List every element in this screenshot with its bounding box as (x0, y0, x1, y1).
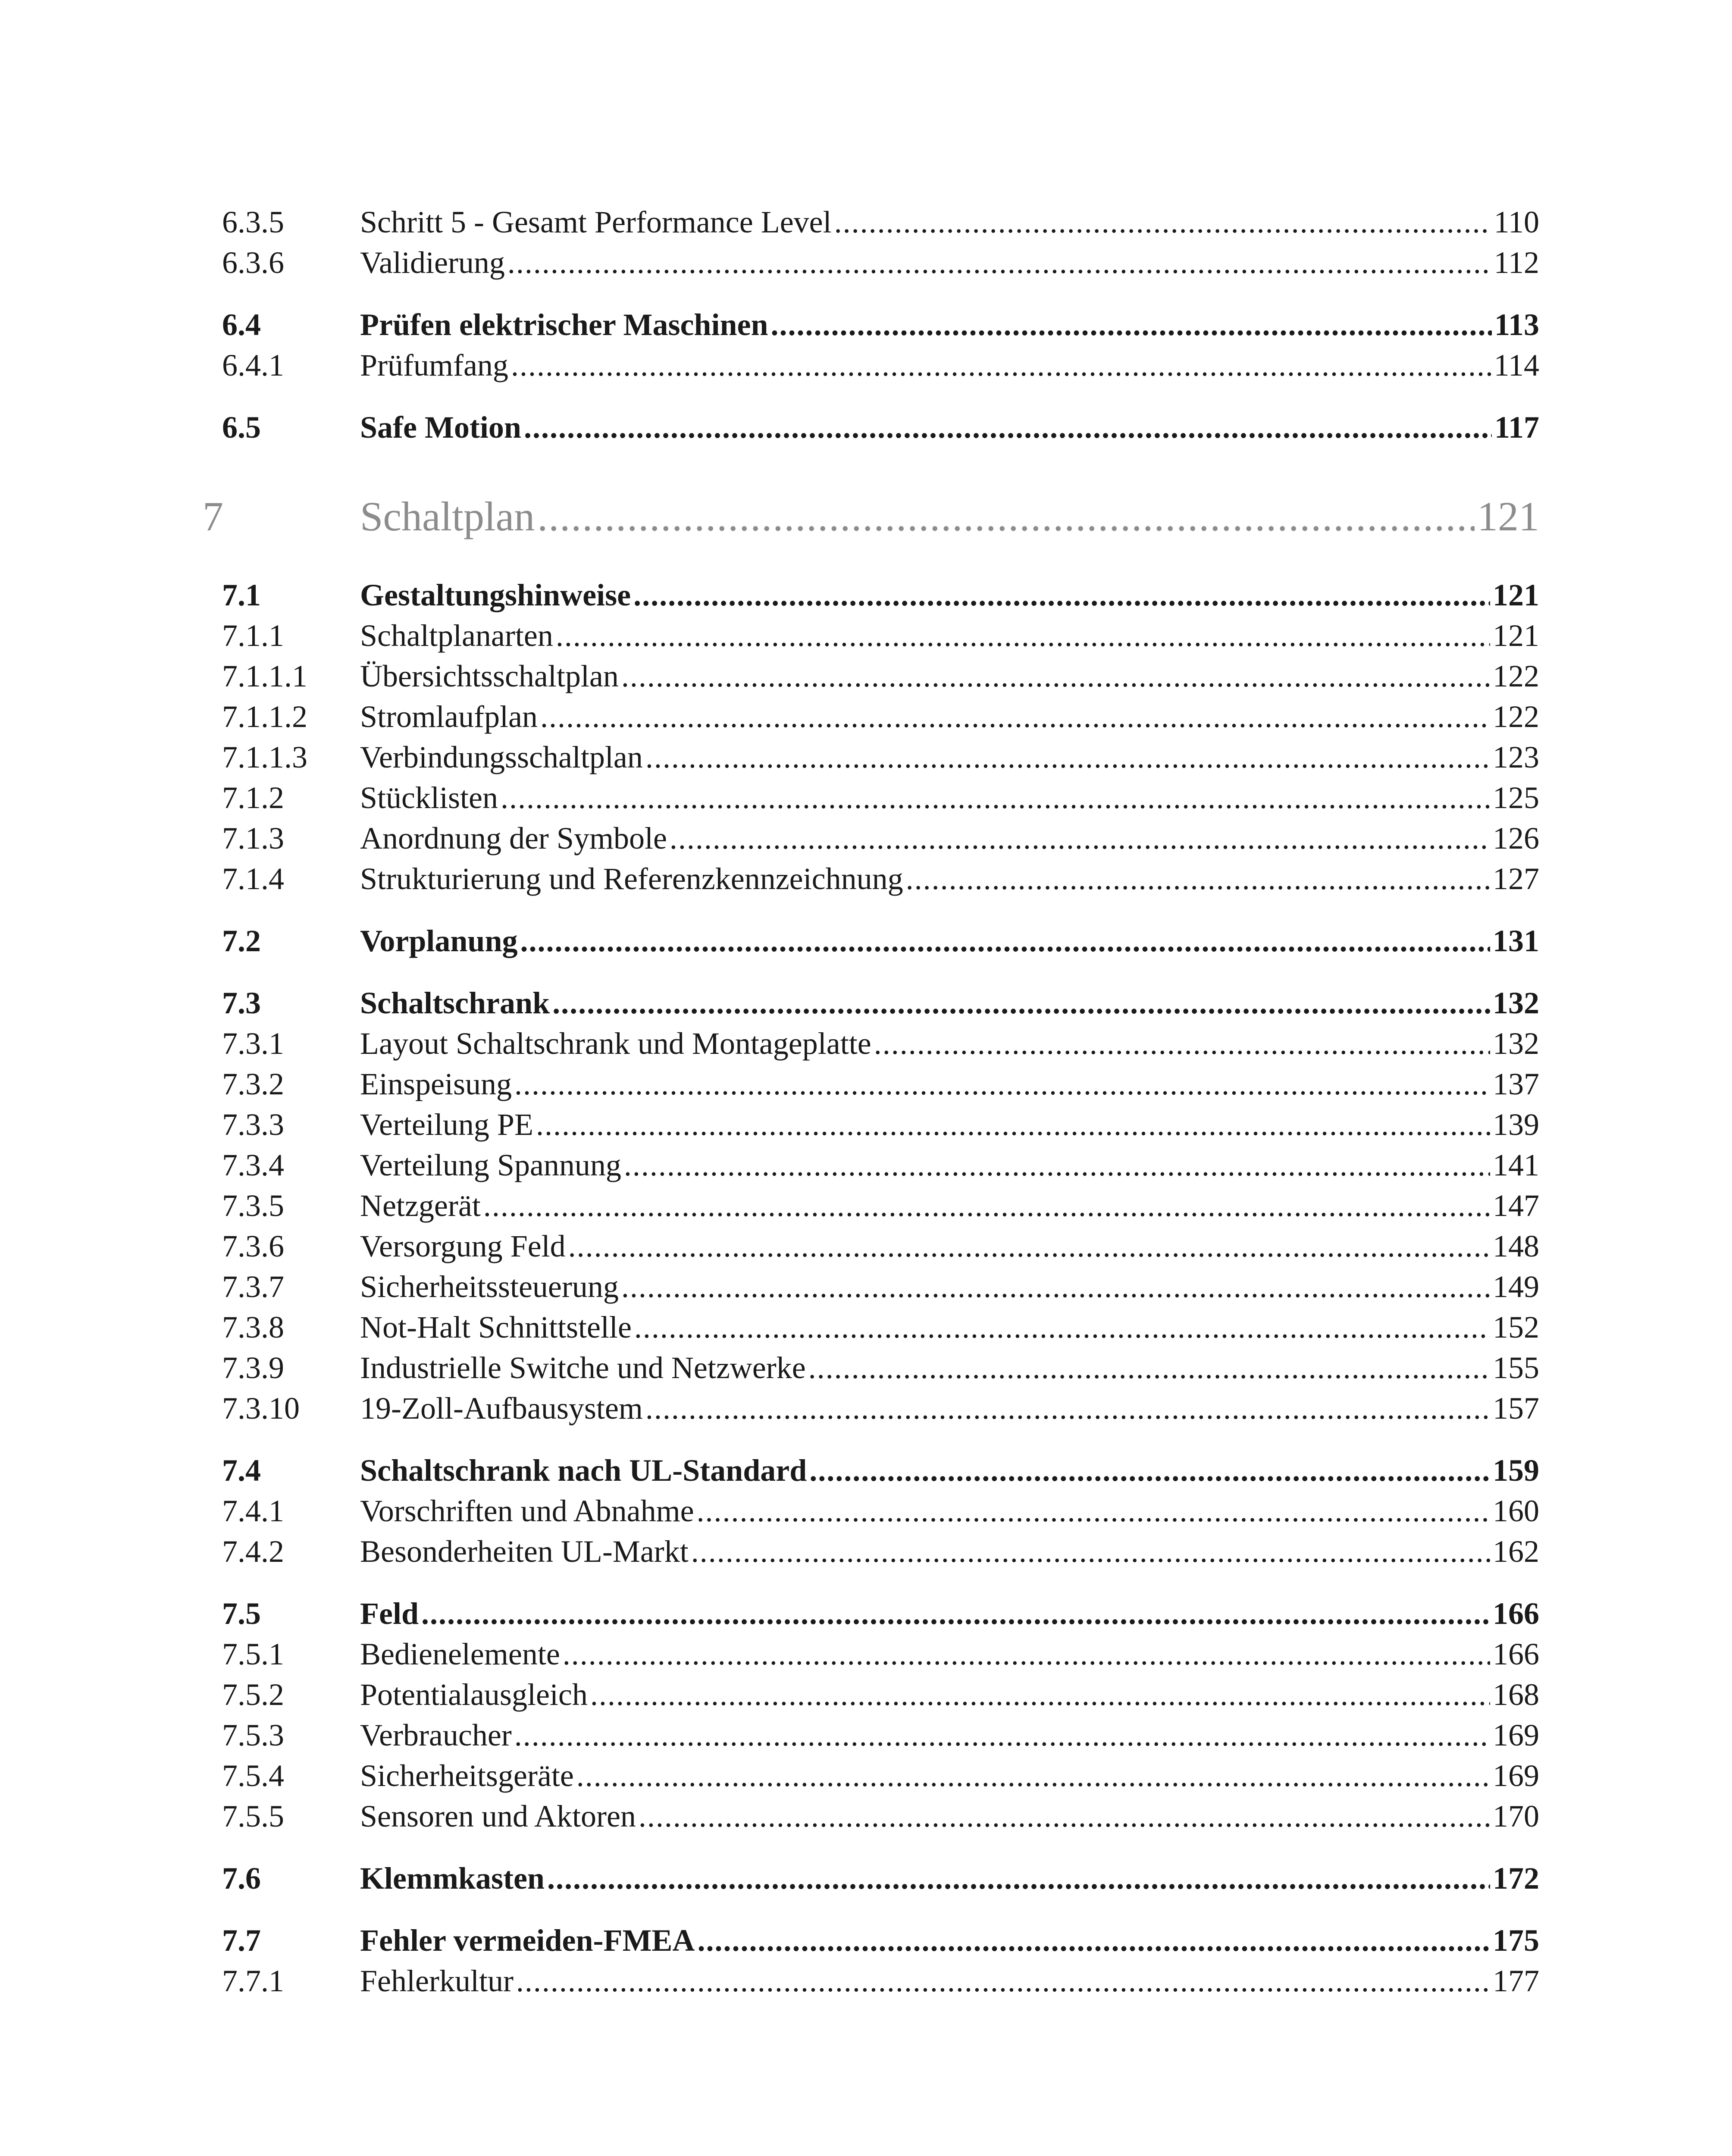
toc-entry-title: Schaltplan (360, 493, 535, 539)
toc-entry-title-line (360, 304, 1539, 345)
toc-entry-number: 7.3.7 (222, 1269, 284, 1304)
toc-page-number: 141 (1493, 1148, 1539, 1182)
toc-dot-leader (563, 1634, 1490, 1674)
toc-subsection-entry[interactable] (203, 818, 1539, 859)
toc-section-entry[interactable] (203, 1450, 1539, 1491)
toc-page-number: 139 (1493, 1107, 1539, 1142)
toc-entry-number: 7.1.1.1 (222, 659, 307, 693)
toc-page-number: 126 (1493, 821, 1539, 856)
toc-dot-leader (514, 1715, 1490, 1755)
toc-page-number: 114 (1494, 348, 1539, 382)
toc-entry-title-line (360, 489, 1539, 545)
toc-entry-title: Sicherheitssteuerung (360, 1269, 619, 1304)
toc-entry-number: 7.5.2 (222, 1677, 284, 1712)
toc-entry-number: 6.4.1 (222, 348, 284, 382)
toc-entry-title: Stücklisten (360, 780, 498, 815)
toc-dot-leader (808, 1348, 1490, 1388)
toc-entry-title-line (360, 1531, 1539, 1572)
toc-entry-number: 7.5.4 (222, 1758, 284, 1793)
toc-entry-number: 7.1.2 (222, 780, 284, 815)
toc-entry-title: Verbraucher (360, 1718, 512, 1752)
toc-dot-leader (540, 696, 1490, 737)
toc-subsection-entry[interactable] (203, 1961, 1539, 2001)
toc-section-entry[interactable] (203, 575, 1539, 615)
toc-page-number: 166 (1493, 1596, 1539, 1631)
toc-entry-number: 7.1.3 (222, 821, 284, 856)
toc-page-number: 166 (1493, 1637, 1539, 1671)
toc-entry-title-line (360, 1145, 1539, 1185)
toc-entry-title: Validierung (360, 245, 505, 280)
toc-entry-title: Fehler vermeiden-FMEA (360, 1923, 695, 1958)
toc-page-number: 122 (1493, 699, 1539, 734)
toc-entry-title-line (360, 202, 1539, 242)
toc-entry-number: 7.5 (222, 1596, 261, 1631)
toc-entry-title: Schaltschrank nach UL-Standard (360, 1453, 807, 1488)
toc-entry-title-line (360, 1388, 1539, 1429)
toc-subsection-entry[interactable] (203, 1531, 1539, 1572)
toc-entry-number: 7.7.1 (222, 1964, 284, 1998)
toc-entry-number: 7.3.2 (222, 1067, 284, 1101)
toc-entry-title: Feld (360, 1596, 419, 1631)
toc-entry-number: 7.3.4 (222, 1148, 284, 1182)
toc-page-number: 155 (1493, 1351, 1539, 1385)
toc-entry-title: Schaltplanarten (360, 618, 553, 653)
toc-subsection-entry[interactable] (203, 859, 1539, 899)
toc-entry-number: 7.3.8 (222, 1310, 284, 1344)
toc-page-number: 160 (1493, 1494, 1539, 1528)
toc-entry-title-line (360, 1307, 1539, 1348)
toc-entry-number: 7.1.4 (222, 862, 284, 896)
toc-entry-title: Schritt 5 - Gesamt Performance Level (360, 205, 832, 239)
toc-page-number: 113 (1494, 307, 1539, 342)
toc-entry-title-line (360, 1674, 1539, 1715)
toc-entry-number: 6.3.5 (222, 205, 284, 239)
toc-entry-number: 7 (203, 493, 223, 539)
toc-page-number: 121 (1477, 493, 1539, 539)
toc-entry-title: Besonderheiten UL-Markt (360, 1534, 689, 1569)
toc-subsection-entry[interactable] (203, 1674, 1539, 1715)
toc-entry-number: 7.5.3 (222, 1718, 284, 1752)
toc-subsection-entry[interactable] (203, 656, 1539, 696)
toc-entry-title-line (360, 737, 1539, 777)
toc-page-number: 132 (1493, 986, 1539, 1020)
toc-page-number: 112 (1494, 245, 1539, 280)
toc-entry-title: Verteilung PE (360, 1107, 533, 1142)
toc-entry-title: Sensoren und Aktoren (360, 1799, 636, 1833)
toc-page-number: 177 (1493, 1964, 1539, 1998)
toc-entry-title-line (360, 983, 1539, 1023)
toc-entry-number: 6.4 (222, 307, 261, 342)
toc-entry-title: Vorschriften und Abnahme (360, 1494, 694, 1528)
toc-entry-title: Potentialausgleich (360, 1677, 588, 1712)
toc-entry-title-line (360, 242, 1539, 283)
toc-entry-title-line (360, 1450, 1539, 1491)
toc-dot-leader (590, 1674, 1490, 1715)
toc-entry-title: Strukturierung und Referenzkennzeichnung (360, 862, 903, 896)
toc-entry-number: 7.6 (222, 1861, 261, 1896)
toc-entry-title-line (360, 1634, 1539, 1674)
toc-entry-title: Bedienelemente (360, 1637, 560, 1671)
toc-entry-title: Verbindungsschaltplan (360, 740, 643, 774)
toc-subsection-entry[interactable] (203, 615, 1539, 656)
toc-dot-leader (874, 1023, 1490, 1064)
toc-entry-title-line (360, 1226, 1539, 1266)
toc-entry-title-line (360, 859, 1539, 899)
toc-entry-title: Layout Schaltschrank und Montageplatte (360, 1026, 871, 1061)
toc-page-number: 110 (1494, 205, 1539, 239)
toc-subsection-entry[interactable] (203, 345, 1539, 385)
toc-entry-title: Not-Halt Schnittstelle (360, 1310, 632, 1344)
toc-page-number: 168 (1493, 1677, 1539, 1712)
toc-entry-number: 7.3.9 (222, 1351, 284, 1385)
toc-entry-title-line (360, 407, 1539, 448)
toc-dot-leader (507, 242, 1491, 283)
toc-dot-leader (809, 1450, 1490, 1491)
toc-entry-number: 7.4.1 (222, 1494, 284, 1528)
toc-entry-title-line (360, 1104, 1539, 1145)
toc-entry-title: Anordnung der Symbole (360, 821, 667, 856)
toc-page-number: 162 (1493, 1534, 1539, 1569)
toc-page-number: 131 (1493, 924, 1539, 958)
toc-section-entry[interactable] (203, 1593, 1539, 1634)
toc-page-number: 175 (1493, 1923, 1539, 1958)
toc-subsection-entry[interactable] (203, 1185, 1539, 1226)
toc-section-entry[interactable] (203, 1920, 1539, 1961)
toc-dot-leader (483, 1185, 1490, 1226)
toc-page-number: 122 (1493, 659, 1539, 693)
toc-subsection-entry[interactable] (203, 1388, 1539, 1429)
toc-entry-title: Netzgerät (360, 1188, 481, 1223)
table-of-contents (203, 202, 1539, 2001)
toc-entry-title-line (360, 777, 1539, 818)
toc-entry-title-line (360, 1266, 1539, 1307)
toc-dot-leader (547, 1858, 1490, 1899)
toc-subsection-entry[interactable] (203, 1715, 1539, 1755)
toc-subsection-entry[interactable] (203, 1145, 1539, 1185)
toc-entry-title-line (360, 696, 1539, 737)
toc-entry-title: Versorgung Feld (360, 1229, 566, 1263)
toc-subsection-entry[interactable] (203, 1104, 1539, 1145)
toc-entry-number: 7.2 (222, 924, 261, 958)
toc-entry-title: Stromlaufplan (360, 699, 538, 734)
toc-page-number: 127 (1493, 862, 1539, 896)
toc-dot-leader (524, 407, 1492, 448)
toc-dot-leader (645, 737, 1490, 777)
toc-page-number: 125 (1493, 780, 1539, 815)
toc-page-number: 137 (1493, 1067, 1539, 1101)
toc-section-entry[interactable] (203, 983, 1539, 1023)
toc-page-number: 121 (1493, 578, 1539, 612)
toc-subsection-entry[interactable] (203, 1348, 1539, 1388)
toc-subsection-entry[interactable] (203, 777, 1539, 818)
toc-subsection-entry[interactable] (203, 737, 1539, 777)
toc-entry-title: Fehlerkultur (360, 1964, 514, 1998)
toc-section-entry[interactable] (203, 1858, 1539, 1899)
toc-entry-number: 7.4.2 (222, 1534, 284, 1569)
toc-entry-number: 7.4 (222, 1453, 261, 1488)
toc-entry-title-line (360, 921, 1539, 961)
toc-dot-leader (621, 1266, 1490, 1307)
toc-dot-leader (621, 656, 1490, 696)
toc-entry-number: 6.5 (222, 410, 261, 445)
toc-entry-title: Schaltschrank (360, 986, 550, 1020)
toc-entry-title-line (360, 1796, 1539, 1836)
toc-page-number: 157 (1493, 1391, 1539, 1426)
toc-entry-title-line (360, 1348, 1539, 1388)
toc-entry-number: 6.3.6 (222, 245, 284, 280)
toc-section-entry[interactable] (203, 304, 1539, 345)
toc-subsection-entry[interactable] (203, 1023, 1539, 1064)
toc-entry-number: 7.3.1 (222, 1026, 284, 1061)
toc-page-number: 152 (1493, 1310, 1539, 1344)
toc-section-entry[interactable] (203, 407, 1539, 448)
toc-entry-number: 7.1 (222, 578, 261, 612)
toc-page-number: 121 (1493, 618, 1539, 653)
toc-entry-number: 7.3.6 (222, 1229, 284, 1263)
toc-dot-leader (634, 1307, 1490, 1348)
toc-dot-leader (520, 921, 1490, 961)
toc-subsection-entry[interactable] (203, 1064, 1539, 1104)
toc-entry-title-line (360, 656, 1539, 696)
toc-subsection-entry[interactable] (203, 1491, 1539, 1531)
toc-entry-title: Verteilung Spannung (360, 1148, 621, 1182)
toc-entry-title-line (360, 345, 1539, 385)
toc-dot-leader (639, 1796, 1490, 1836)
toc-page-number: 159 (1493, 1453, 1539, 1488)
toc-entry-title: Übersichtsschaltplan (360, 659, 619, 693)
toc-page-number: 148 (1493, 1229, 1539, 1263)
toc-entry-title-line (360, 615, 1539, 656)
toc-subsection-entry[interactable] (203, 1307, 1539, 1348)
toc-dot-leader (537, 489, 1475, 545)
toc-subsection-entry[interactable] (203, 1634, 1539, 1674)
toc-entry-title: 19-Zoll-Aufbausystem (360, 1391, 643, 1426)
toc-dot-leader (624, 1145, 1490, 1185)
toc-dot-leader (906, 859, 1490, 899)
toc-dot-leader (576, 1755, 1490, 1796)
toc-entry-title-line (360, 1593, 1539, 1634)
toc-entry-number: 7.3.3 (222, 1107, 284, 1142)
toc-dot-leader (514, 1064, 1490, 1104)
toc-dot-leader (511, 345, 1491, 385)
toc-entry-title-line (360, 1755, 1539, 1796)
toc-entry-title: Einspeisung (360, 1067, 512, 1101)
toc-dot-leader (501, 777, 1490, 818)
toc-entry-title-line (360, 1491, 1539, 1531)
toc-dot-leader (771, 304, 1492, 345)
toc-entry-title: Safe Motion (360, 410, 521, 445)
toc-dot-leader (645, 1388, 1490, 1429)
toc-subsection-entry[interactable] (203, 202, 1539, 242)
toc-dot-leader (697, 1920, 1490, 1961)
toc-chapter-entry[interactable] (203, 489, 1539, 545)
toc-entry-title: Industrielle Switche und Netzwerke (360, 1351, 806, 1385)
toc-page-number: 169 (1493, 1758, 1539, 1793)
toc-entry-title-line (360, 818, 1539, 859)
toc-entry-number: 7.1.1 (222, 618, 284, 653)
toc-entry-title-line (360, 575, 1539, 615)
toc-entry-title-line (360, 1961, 1539, 2001)
toc-entry-number: 7.3.10 (222, 1391, 300, 1426)
toc-entry-title-line (360, 1185, 1539, 1226)
toc-entry-title: Prüfen elektrischer Maschinen (360, 307, 768, 342)
toc-dot-leader (633, 575, 1490, 615)
toc-entry-title-line (360, 1858, 1539, 1899)
toc-subsection-entry[interactable] (203, 242, 1539, 283)
toc-page-number: 172 (1493, 1861, 1539, 1896)
toc-page-number: 117 (1494, 410, 1539, 445)
toc-dot-leader (516, 1961, 1490, 2001)
toc-page-number: 149 (1493, 1269, 1539, 1304)
toc-subsection-entry[interactable] (203, 696, 1539, 737)
toc-page-number: 132 (1493, 1026, 1539, 1061)
toc-subsection-entry[interactable] (203, 1266, 1539, 1307)
toc-entry-title: Gestaltungshinweise (360, 578, 631, 612)
toc-entry-title-line (360, 1715, 1539, 1755)
toc-entry-title-line (360, 1064, 1539, 1104)
toc-page-number: 170 (1493, 1799, 1539, 1833)
toc-dot-leader (536, 1104, 1490, 1145)
toc-entry-number: 7.3.5 (222, 1188, 284, 1223)
toc-entry-title-line (360, 1023, 1539, 1064)
toc-entry-title: Klemmkasten (360, 1861, 545, 1896)
toc-entry-number: 7.1.1.2 (222, 699, 307, 734)
toc-entry-number: 7.5.1 (222, 1637, 284, 1671)
toc-entry-title: Prüfumfang (360, 348, 508, 382)
toc-entry-number: 7.3 (222, 986, 261, 1020)
toc-dot-leader (691, 1531, 1490, 1572)
toc-page-number: 169 (1493, 1718, 1539, 1752)
toc-dot-leader (421, 1593, 1490, 1634)
toc-dot-leader (834, 202, 1491, 242)
toc-entry-title: Vorplanung (360, 924, 518, 958)
toc-entry-number: 7.7 (222, 1923, 261, 1958)
toc-dot-leader (670, 818, 1490, 859)
toc-entry-number: 7.5.5 (222, 1799, 284, 1833)
toc-dot-leader (697, 1491, 1490, 1531)
toc-page-number: 147 (1493, 1188, 1539, 1223)
toc-dot-leader (556, 615, 1490, 656)
toc-dot-leader (568, 1226, 1490, 1266)
toc-entry-title-line (360, 1920, 1539, 1961)
toc-section-entry[interactable] (203, 921, 1539, 961)
toc-subsection-entry[interactable] (203, 1796, 1539, 1836)
toc-subsection-entry[interactable] (203, 1755, 1539, 1796)
toc-dot-leader (552, 983, 1490, 1023)
toc-entry-number: 7.1.1.3 (222, 740, 307, 774)
toc-page-number: 123 (1493, 740, 1539, 774)
toc-entry-title: Sicherheitsgeräte (360, 1758, 574, 1793)
toc-subsection-entry[interactable] (203, 1226, 1539, 1266)
